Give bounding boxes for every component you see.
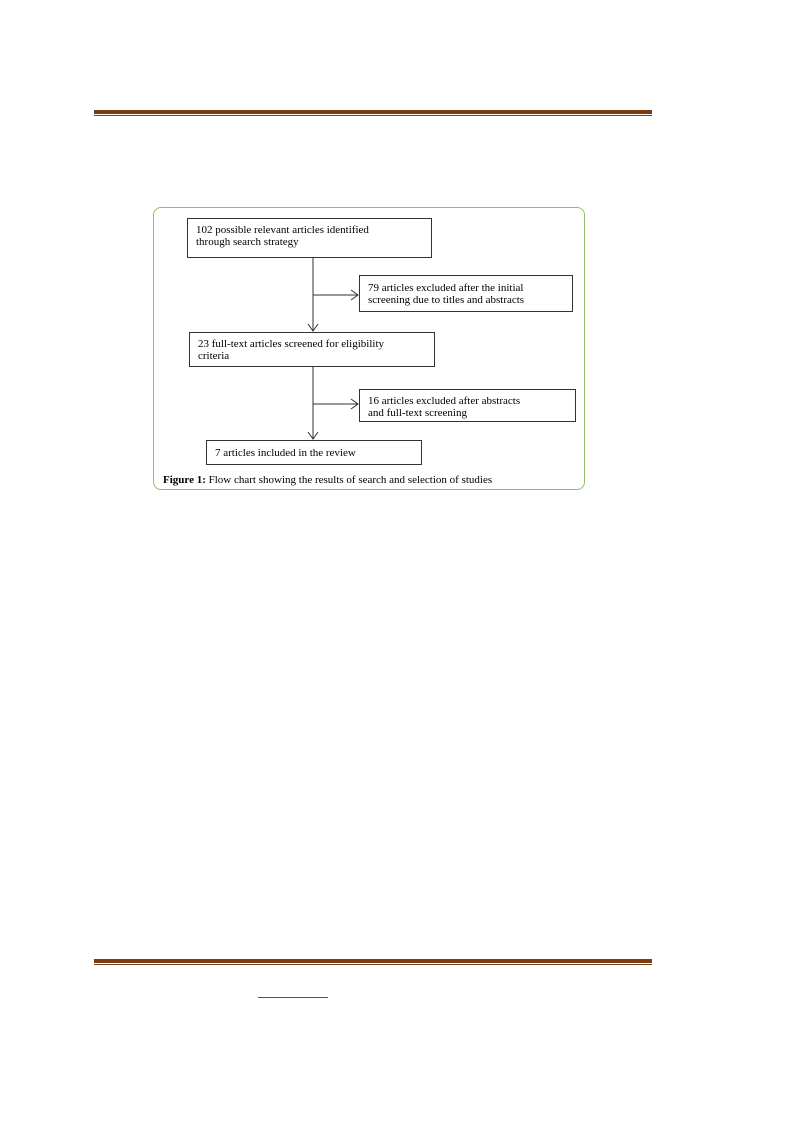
screened-box — [189, 332, 435, 367]
caption-label: Figure 1: — [163, 474, 206, 486]
screened-line-2: criteria — [198, 350, 230, 362]
figure-caption — [163, 474, 492, 486]
screened-line-1: 23 full-text articles screened for eligibility — [198, 338, 385, 350]
excluded-initial-line-1: 79 articles excluded after the initial — [368, 282, 524, 294]
header-rule — [94, 110, 652, 116]
excluded-initial-line-2: screening due to titles and abstracts — [368, 294, 525, 306]
caption-text: Flow chart showing the results of search and selection of studies — [205, 474, 493, 486]
included-box — [206, 440, 422, 465]
excluded-fulltext-box — [359, 389, 576, 422]
excluded-fulltext-line-1: 16 articles excluded after abstracts — [368, 395, 521, 407]
identified-box — [187, 218, 432, 258]
identified-line-1: 102 possible relevant articles identified — [196, 224, 369, 236]
excluded-fulltext-line-2: and full-text screening — [368, 407, 467, 419]
identified-line-2: through search strategy — [196, 236, 299, 248]
included-line-1: 7 articles included in the review — [215, 447, 356, 459]
footer-link[interactable] — [258, 985, 328, 998]
excluded-initial-box — [359, 275, 573, 312]
footer-rule — [94, 959, 652, 965]
